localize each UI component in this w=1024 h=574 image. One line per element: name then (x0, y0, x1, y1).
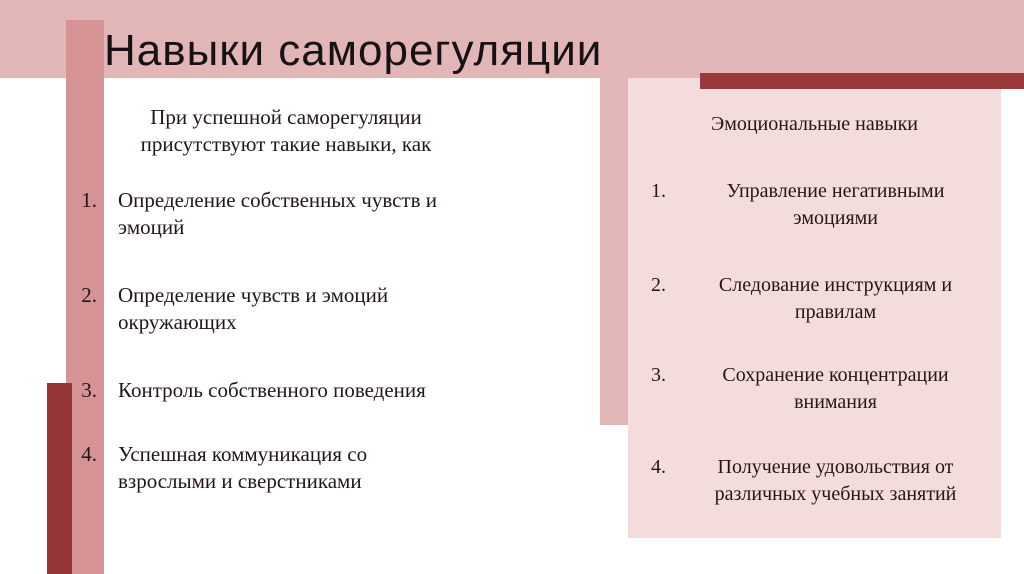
right-list-item (628, 454, 1001, 508)
left-list-item (66, 441, 490, 495)
list-text (118, 282, 490, 336)
left-list-item (66, 187, 490, 241)
right-list-item (628, 178, 1001, 232)
left-list-item (66, 377, 490, 404)
list-number: 1. (81, 188, 97, 212)
list-text (118, 441, 490, 495)
text-line: Следование инструкциям и (718, 274, 953, 296)
list-text (670, 454, 1001, 508)
text-line: Определение собственных чувств и (118, 188, 438, 212)
list-text (670, 178, 1001, 232)
top-right-accent-bar (700, 73, 1024, 89)
right-panel-strip (600, 70, 628, 425)
text-line: эмоций (118, 215, 185, 239)
text-line: Управление негативными (726, 180, 945, 202)
list-text (118, 377, 490, 404)
text-line: Успешная коммуникация со (118, 442, 368, 466)
text-line: эмоциями (792, 207, 879, 229)
list-number: 2. (651, 274, 666, 296)
text-line: Сохранение концентрации (722, 364, 949, 386)
text-line: окружающих (118, 310, 237, 334)
list-number: 2. (81, 283, 97, 307)
intro-line: При успешной саморегуляции (150, 105, 422, 129)
list-number: 1. (651, 180, 666, 202)
right-list-item (628, 362, 1001, 416)
left-intro (66, 104, 506, 158)
list-text (118, 187, 490, 241)
list-text (670, 272, 1001, 326)
text-line: правилам (794, 301, 877, 323)
text-line: Определение чувств и эмоций (118, 283, 389, 307)
text-line: Контроль собственного поведения (118, 378, 426, 402)
right-card-heading: Эмоциональные навыки (710, 113, 919, 135)
text-line: различных учебных занятий (714, 483, 957, 505)
list-number: 4. (81, 442, 97, 466)
text-line: взрослыми и сверстниками (118, 469, 362, 493)
list-number: 3. (81, 378, 97, 402)
text-line: внимания (794, 391, 877, 413)
slide-title: Навыки саморегуляции (104, 26, 603, 75)
list-text (670, 362, 1001, 416)
text-line: Получение удовольствия от (717, 456, 954, 478)
right-list-item (628, 272, 1001, 326)
list-number: 3. (651, 364, 666, 386)
list-number: 4. (651, 456, 666, 478)
intro-line: присутствуют такие навыки, как (140, 132, 432, 156)
left-list-item (66, 282, 490, 336)
